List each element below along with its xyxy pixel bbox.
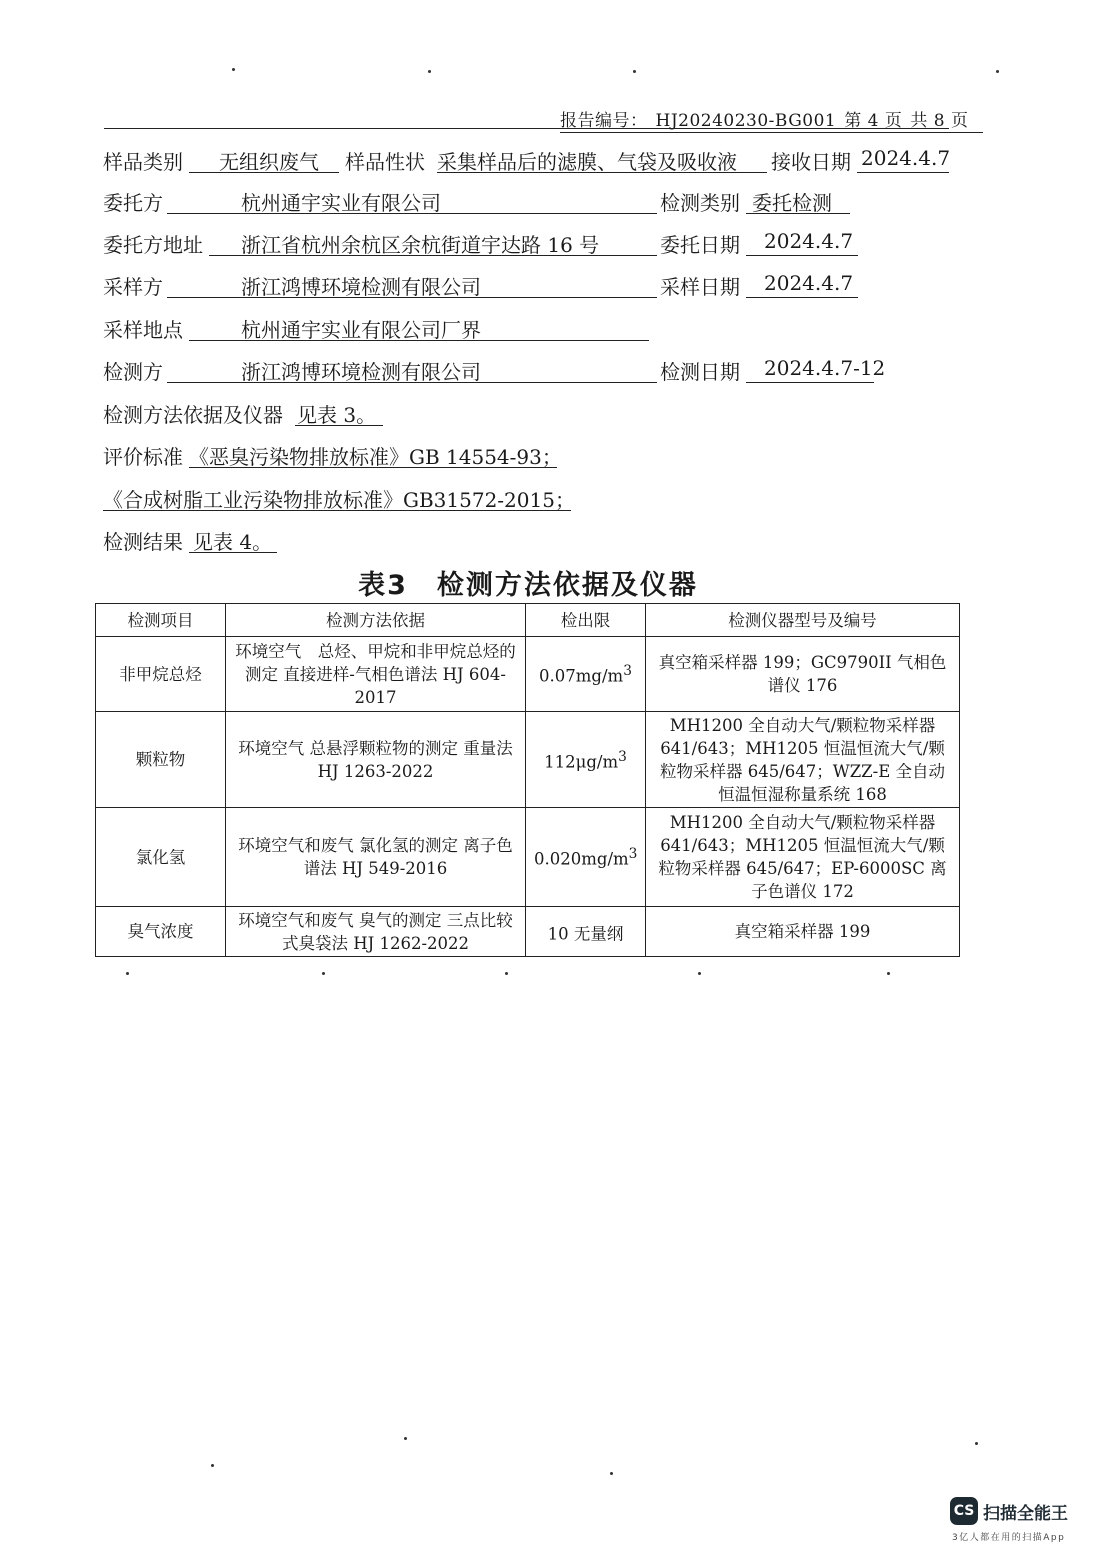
commission-date-value: 2024.4.7 (764, 229, 854, 253)
info-row-client (103, 187, 863, 217)
client-field (167, 187, 657, 214)
client-address-field (209, 229, 657, 256)
sampling-date-label: 采样日期 (660, 275, 740, 299)
method-basis-label: 检测方法依据及仪器 (103, 403, 283, 427)
limit-exponent: 3 (623, 663, 632, 680)
test-date-label: 检测日期 (660, 360, 740, 384)
table-row (96, 637, 960, 712)
test-type-label: 检测类别 (660, 191, 740, 215)
watermark-app-name: 扫描全能王 (983, 1504, 1068, 1524)
tester-field (167, 356, 657, 383)
sample-category-label: 样品类别 (103, 150, 183, 174)
test-date-value: 2024.4.7-12 (764, 356, 886, 380)
test-type-value: 委托检测 (752, 191, 832, 215)
cell-method: 环境空气和废气 氯化氢的测定 离子色谱法 HJ 549-2016 (226, 808, 526, 907)
method-basis-field (295, 399, 383, 426)
sample-category-field (189, 146, 339, 173)
methods-table (95, 603, 960, 957)
commission-date-field (746, 229, 858, 256)
info-row-standard (103, 441, 563, 471)
limit-value: 10 无量纲 (547, 924, 624, 944)
cell-item: 非甲烷总烃 (96, 637, 226, 712)
camscanner-logo-icon: CS (950, 1497, 978, 1525)
info-row-result (103, 526, 293, 556)
table-header-row (96, 604, 960, 637)
info-row-sample (103, 146, 953, 176)
limit-exponent: 3 (628, 846, 638, 863)
scanner-watermark (950, 1497, 1085, 1547)
info-row-address (103, 229, 863, 259)
table-3-title: 表3 检测方法依据及仪器 (358, 570, 698, 601)
cell-method: 环境空气和废气 臭气的测定 三点比较式臭袋法 HJ 1262-2022 (226, 907, 526, 957)
cell-item: 氯化氢 (96, 808, 226, 907)
header-method: 检测方法依据 (226, 604, 526, 637)
client-address-label: 委托方地址 (103, 233, 203, 257)
receipt-date-field (857, 146, 949, 173)
sampling-date-value: 2024.4.7 (764, 271, 854, 295)
result-field (189, 526, 277, 553)
sampling-site-label: 采样地点 (103, 318, 183, 342)
info-row-sampler (103, 271, 863, 301)
commission-date-label: 委托日期 (660, 233, 740, 257)
header-rule (104, 128, 949, 129)
limit-exponent: 3 (618, 748, 627, 765)
limit-value: 0.07mg/m (539, 666, 624, 686)
page-total: 共 8 页 (910, 111, 969, 131)
test-date-field (746, 356, 886, 383)
client-address-value: 浙江省杭州余杭区余杭街道宇达路 16 号 (241, 233, 600, 257)
method-basis-value: 见表 3。 (297, 403, 377, 427)
receipt-date-label: 接收日期 (771, 150, 851, 174)
table-row (96, 712, 960, 808)
tester-value: 浙江鸿博环境检测有限公司 (241, 360, 481, 384)
standard-1-field (189, 441, 562, 469)
header-limit: 检出限 (526, 604, 646, 637)
info-row-tester (103, 356, 886, 386)
cell-item: 颗粒物 (96, 712, 226, 808)
standard-2-field (103, 484, 575, 512)
cell-limit (526, 808, 646, 907)
cell-method: 环境空气 总烃、甲烷和非甲烷总烃的测定 直接进样-气相色谱法 HJ 604-2017 (226, 637, 526, 712)
report-number-value: HJ20240230-BG001 (655, 111, 837, 131)
header-item: 检测项目 (96, 604, 226, 637)
test-type-field (746, 187, 850, 214)
info-row-site (103, 314, 663, 344)
cell-item: 臭气浓度 (96, 907, 226, 957)
receipt-date-value: 2024.4.7 (861, 146, 951, 170)
client-value: 杭州通宇实业有限公司 (241, 191, 441, 215)
sampler-label: 采样方 (103, 275, 163, 299)
sampling-site-field (189, 314, 649, 341)
cell-instrument: MH1200 全自动大气/颗粒物采样器 641/643；MH1205 恒温恒流大气/颗粒物采样器 645/647；EP-6000SC 离子色谱仪 172 (646, 808, 960, 907)
report-number-label: 报告编号： (560, 111, 648, 131)
standard-2-value: 《合成树脂工业污染物排放标准》GB31572-2015； (103, 488, 575, 512)
cell-method: 环境空气 总悬浮颗粒物的测定 重量法HJ 1263-2022 (226, 712, 526, 808)
sample-state-field (437, 146, 767, 173)
cell-instrument: 真空箱采样器 199；GC9790II 气相色谱仪 176 (646, 637, 960, 712)
cell-limit (526, 907, 646, 957)
standard-label: 评价标准 (103, 445, 183, 469)
table-row (96, 808, 960, 907)
limit-value: 0.020mg/m (534, 849, 629, 869)
sampler-field (167, 271, 657, 298)
tester-label: 检测方 (103, 360, 163, 384)
page-current: 第 4 页 (844, 111, 903, 131)
sampling-site-value: 杭州通宇实业有限公司厂界 (241, 318, 481, 342)
sample-state-label: 样品性状 (345, 150, 425, 174)
client-label: 委托方 (103, 191, 163, 215)
sampling-date-field (746, 271, 858, 298)
cell-limit (526, 637, 646, 712)
info-row-method (103, 399, 403, 429)
cell-instrument: MH1200 全自动大气/颗粒物采样器 641/643；MH1205 恒温恒流大气/颗粒物采样器 645/647；WZZ-E 全自动恒温恒湿称量系统 168 (646, 712, 960, 808)
table-row (96, 907, 960, 957)
cell-limit (526, 712, 646, 808)
result-value: 见表 4。 (193, 530, 273, 554)
sampler-value: 浙江鸿博环境检测有限公司 (241, 275, 481, 299)
watermark-tagline: 3亿人都在用的扫描App (952, 1533, 1066, 1543)
standard-1-value: 《恶臭污染物排放标准》GB 14554-93； (189, 445, 562, 469)
result-label: 检测结果 (103, 530, 183, 554)
limit-value: 112μg/m (544, 752, 619, 772)
header-instrument: 检测仪器型号及编号 (646, 604, 960, 637)
sample-category-value: 无组织废气 (219, 150, 319, 174)
sample-state-value: 采集样品后的滤膜、气袋及吸收液 (437, 150, 737, 174)
cell-instrument: 真空箱采样器 199 (646, 907, 960, 957)
info-row-standard-2 (103, 484, 583, 514)
